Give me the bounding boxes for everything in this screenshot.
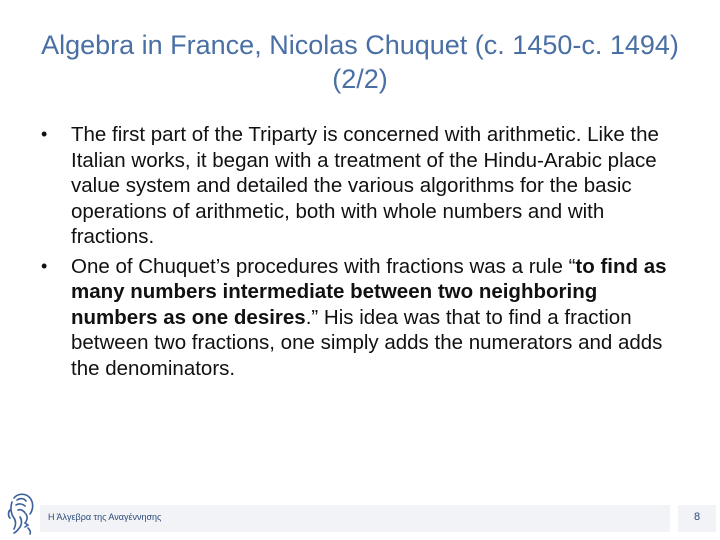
bullet-list xyxy=(38,122,688,385)
bullet-dot-icon: • xyxy=(41,255,48,276)
university-head-logo-icon xyxy=(4,490,38,536)
bullet-item xyxy=(38,122,688,250)
slide-title: Algebra in France, Nicolas Chuquet (c. 1450-c. 1494) (2/2) xyxy=(41,30,679,94)
footer-bar xyxy=(40,505,670,532)
page-number-box xyxy=(678,505,716,532)
bullet-text-emphasis: to find as many numbers intermediate between two neighboring numbers as one desires xyxy=(71,254,667,329)
bullet-item xyxy=(38,254,688,382)
bullet-text-end: .” His idea was that to find a fraction between two fractions, one simply adds the numerators and adds the denominators. xyxy=(71,305,663,380)
bullet-text-start: One of Chuquet’s procedures with fractions was a rule “ xyxy=(71,254,576,278)
bullet-text: The first part of the Triparty is concerned with arithmetic. Like the Italian works, it began with a treatment of the Hindu-Arabic place value system and detailed the various algorithms for the basic operations of arithmetic, both with whole numbers and with fractions. xyxy=(71,123,659,248)
bullet-dot-icon: • xyxy=(41,124,48,144)
page-number: 8 xyxy=(693,511,701,523)
footer-text: Η Άλγεβρα της Αναγέννησης xyxy=(48,512,162,522)
